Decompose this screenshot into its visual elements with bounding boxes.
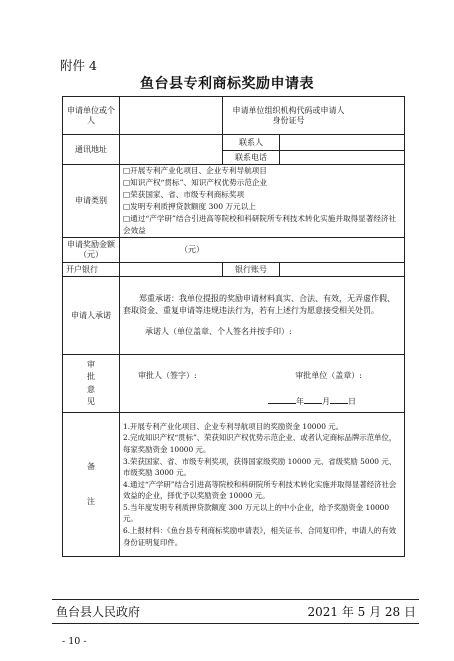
footer-date: 2021 年 5 月 28 日 [307,605,416,619]
footer-rule-top [52,599,419,600]
promise-text: 郑重承诺：我单位提报的奖励申请材料真实、合法、有效，无弄虚作假、套取资金、重复申请等违规违法行为，若有上述行为愿意接受相关处罚。 [123,293,395,316]
category-option[interactable]: □通过“产学研”结合引进高等院校和科研院所专利技术转化实施并取得显著经济社会效益 [123,214,397,235]
label-category: 申请类别 [63,165,120,238]
note-item: 5.当年度发明专利质押贷款额度 300 万元以上的中小企业，给予奖励资金 10000 元。 [123,502,390,524]
field-bank[interactable] [120,263,223,277]
approval-cell [120,355,405,413]
approval-date: 年 月 日 [268,397,356,407]
category-option[interactable]: □发明专利质押贷款额度 300 万元以上 [123,202,256,211]
field-org-code[interactable] [351,104,401,128]
row-category [63,165,405,238]
attachment-label: 附件 4 [60,58,97,73]
field-amount[interactable] [120,238,405,263]
label-account: 银行账号 [223,263,280,277]
notes-cell [120,413,405,557]
label-approval: 审 批 意 见 [63,355,120,413]
label-org-code-cell [223,97,405,135]
promise-sign-label: 承诺人（单位盖章、个人签名并按手印）: [145,326,292,336]
approve-unit-label: 审批单位（盖章）: [295,371,362,380]
note-item: 6.上报材料：《鱼台县专利商标奖励申请表》，相关证书、合同复印件，申请人的有效身份证明复印件。 [123,526,397,547]
note-item: 1.开展专利产业化项目、企业专利导航项目的奖励资金 10000 元。 [123,421,344,431]
row-promise [63,277,405,355]
label-org-code: 申请单位组织机构代码或申请人身份证号 [232,105,345,125]
row-approval [63,355,405,413]
row-bank [63,263,405,277]
field-contact[interactable] [280,135,405,151]
category-option[interactable]: □知识产权“贯标”、知识产权优势示范企业 [123,178,268,187]
label-amount: 申请奖励金额（元） [63,238,120,263]
label-phone: 联系电话 [223,151,280,165]
note-item: 2.完成知识产权“贯标”、荣获知识产权优势示范企业、或者认定商标品牌示范单位，每家奖励资金 10000 元。 [123,433,397,454]
label-applicant: 申请单位或个人 [63,97,120,135]
field-account[interactable] [280,263,405,277]
amount-unit: （元） [180,245,204,254]
row-address-1 [63,135,405,151]
promise-cell [120,277,405,355]
form-title: 鱼台县专利商标奖励申请表 [140,76,314,92]
note-item: 4.通过“产学研”结合引进高等院校和科研院所专利技术转化实施并取得显著经济社会效益的企业，择优予以奖励资金 10000 元。 [123,479,397,501]
application-form-table [62,96,405,557]
page-number: - 10 - [62,636,87,647]
note-item: 3.荣获国家、省、市级专利奖项，获得国家级奖励 10000 元、省级奖励 5000 元、市级奖励 3000 元。 [123,456,397,478]
category-options [120,165,405,238]
footer-rule-bottom [52,623,419,624]
label-notes: 备 注 [63,413,120,557]
footer-issuer: 鱼台县人民政府 [56,605,141,619]
category-option[interactable]: □开展专利产业化项目、企业专利导航项目 [123,166,267,175]
row-amount [63,238,405,263]
category-option[interactable]: □荣获国家、省、市级专利商标奖项 [123,190,245,199]
label-address: 通讯地址 [63,135,120,165]
approver-label: 审批人（签字）: [138,371,197,380]
row-notes [63,413,405,557]
label-contact: 联系人 [223,135,280,151]
field-address[interactable] [120,135,223,165]
field-applicant[interactable] [120,97,223,135]
label-promise: 申请人承诺 [63,277,120,355]
label-bank: 开户银行 [63,263,120,277]
field-phone[interactable] [280,151,405,165]
row-applicant [63,97,405,135]
